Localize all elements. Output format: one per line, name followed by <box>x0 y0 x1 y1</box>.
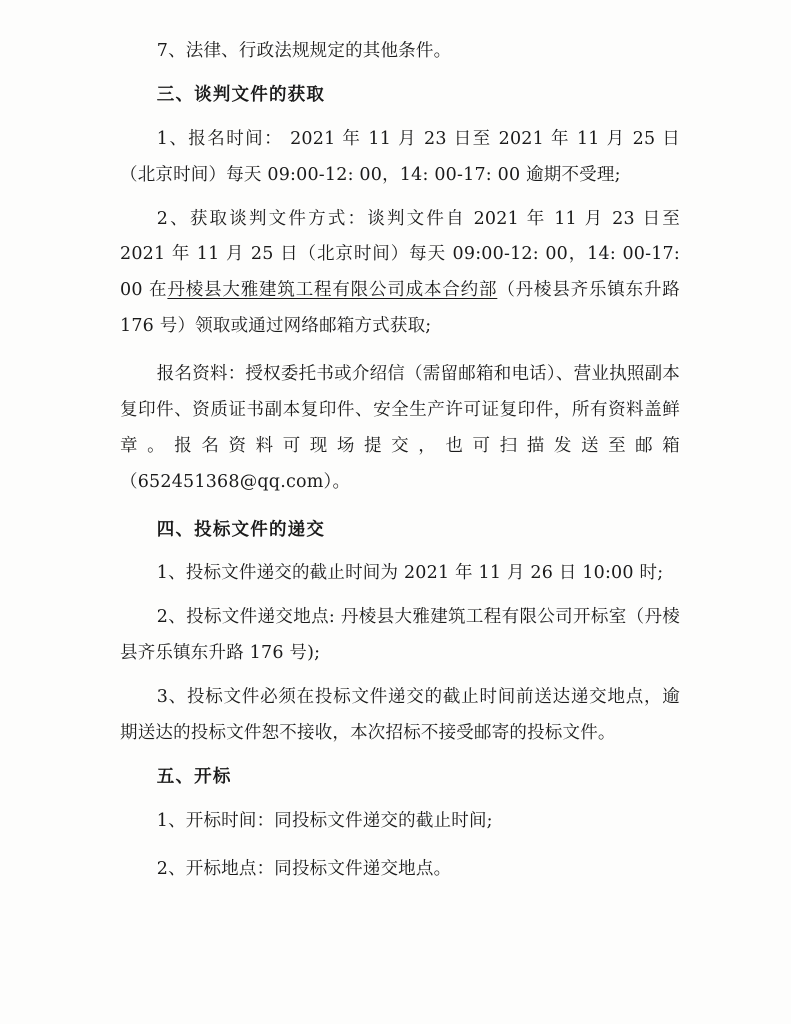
acquire-method-address: （丹棱县齐乐镇东升路 176 号） <box>120 280 680 337</box>
heading-section-five: 五、开标 <box>156 766 232 787</box>
spacer <box>120 347 680 357</box>
paragraph-acquire-method <box>120 202 680 346</box>
acquire-method-text-after: 领取或通过网络邮箱方式获取; <box>195 316 432 337</box>
paragraph-open-time: 1、开标时间：同投标文件递交的截止时间; <box>156 810 493 831</box>
heading-section-three: 三、谈判文件的获取 <box>156 84 326 105</box>
acquire-method-location-underlined: 丹棱县大雅建筑工程有限公司成本合约部 <box>167 280 498 301</box>
paragraph-item-7: 7、法律、行政法规规定的其他条件。 <box>156 41 452 61</box>
paragraph-delivery-rule: 3、投标文件必须在投标文件递交的截止时间前送达递交地点，逾期送达的投标文件恕不接收，本次招标不接受邮寄的投标文件。 <box>120 687 680 743</box>
heading-section-four: 四、投标文件的递交 <box>156 519 326 540</box>
document-body <box>120 34 680 889</box>
spacer <box>120 842 680 852</box>
paragraph-registration-materials: 报名资料：授权委托书或介绍信（需留邮箱和电话）、营业执照副本复印件、资质证书副本复印件、安全生产许可证复印件，所有资料盖鲜章。报名资料可现场提交，也可扫描发送至邮箱（652451368@qq.com）。 <box>120 364 680 492</box>
spacer <box>120 503 680 513</box>
paragraph-registration-time: 1、报名时间： 2021 年 11 月 23 日至 2021 年 11 月 25 日（北京时间）每天 09:00-12: 00，14: 00-17: 00 逾期不受理; <box>120 128 680 185</box>
acquire-method-text-before: 2、获取谈判文件方式：谈判文件自 2021 年 11 月 23 日至 2021 年 11 月 25 日（北京时间）每天 09:00-12: 00，14: 00-17: 00 在 <box>120 208 680 301</box>
paragraph-open-location: 2、开标地点：同投标文件递交地点。 <box>156 858 452 879</box>
paragraph-deadline: 1、投标文件递交的截止时间为 2021 年 11 月 26 日 10:00 时; <box>156 563 664 584</box>
paragraph-submission-location: 2、投标文件递交地点: 丹棱县大雅建筑工程有限公司开标室（丹棱县齐乐镇东升路 176 号); <box>120 607 680 664</box>
